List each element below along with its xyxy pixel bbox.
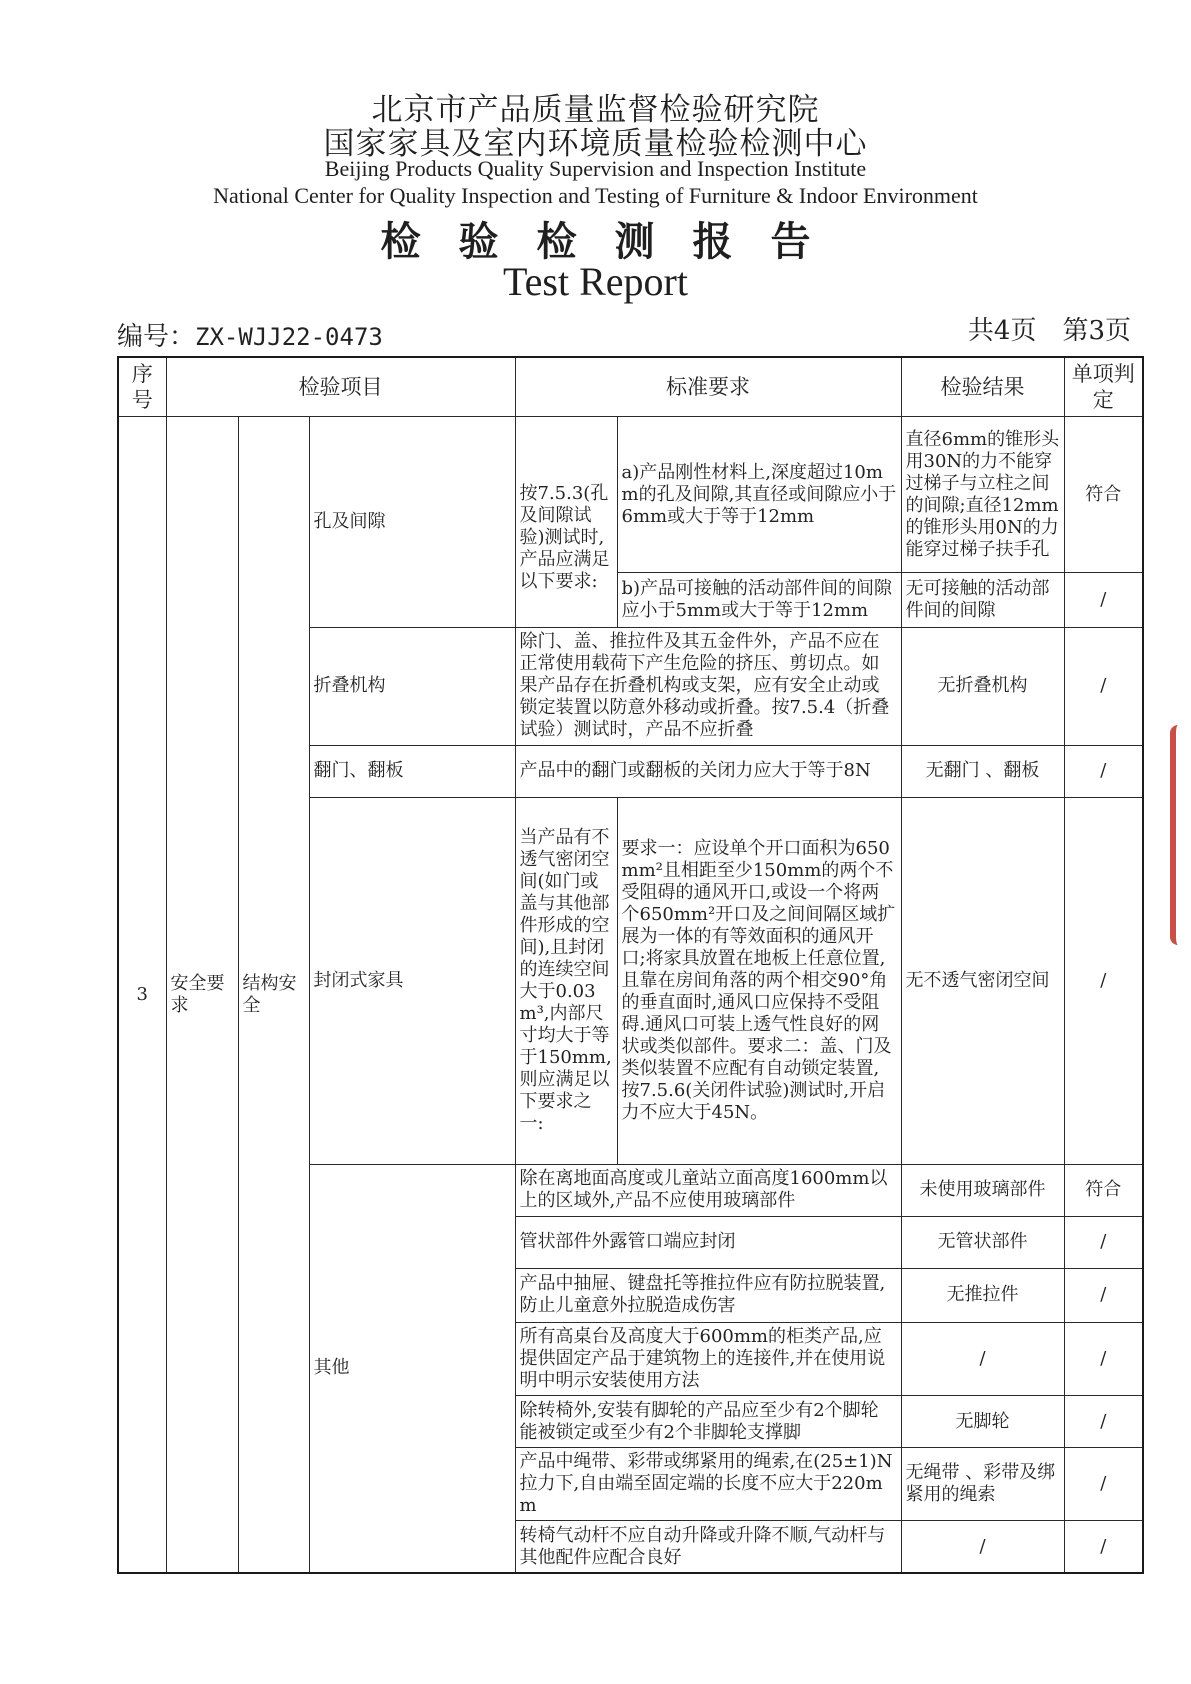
report-number-label: 编号： — [117, 322, 196, 352]
other-req: 管状部件外露管口端应封闭 — [515, 1216, 901, 1268]
enclosed-result: 无不透气密闭空间 — [901, 797, 1064, 1164]
other-verdict: / — [1064, 1521, 1143, 1573]
page-indicator: 共4页 第3页 — [967, 316, 1131, 346]
holes-result-b: 无可接触的活动部件间的间隙 — [901, 573, 1064, 627]
folding-req: 除门、盖、推拉件及其五金件外，产品不应在正常使用载荷下产生危险的挤压、剪切点。如果产品存在折叠机构或支架，应有安全止动或锁定装置以防意外移动或折叠。按7.5.4（折叠试验）测试时，产品不应折叠 — [515, 627, 901, 745]
flap-verdict: / — [1064, 745, 1143, 797]
other-req: 产品中绳带、彩带或绑紧用的绳索,在(25±1)N拉力下,自由端至固定端的长度不应大于220mm — [515, 1448, 901, 1521]
item-enclosed: 封闭式家具 — [309, 797, 515, 1164]
enclosed-req: 要求一：应设单个开口面积为650mm²且相距至少150mm的两个不受阻碍的通风开口,或设一个将两个650mm²开口及之间间隔区域扩展为一体的有等效面积的通风开口;将家具放置在地板上任意位置,且靠在房间角落的两个相交90°角的垂直面时,通风口应保持不受阻碍.通风口可装上透气性良好的网状或类似部件。要求二：盖、门及类似装置不应配有自动锁定装置,按7.5.6(关闭件试验)测试时,开启力不应大于45N。 — [617, 797, 901, 1164]
other-req: 除在离地面高度或儿童站立面高度1600mm以上的区域外,产品不应使用玻璃部件 — [515, 1164, 901, 1216]
header-item: 检验项目 — [166, 357, 515, 417]
report-title-en: Test Report — [503, 259, 688, 304]
item-other: 其他 — [309, 1164, 515, 1573]
folding-result: 无折叠机构 — [901, 627, 1064, 745]
holes-verdict-a: 符合 — [1064, 417, 1143, 573]
seq-cell: 3 — [118, 417, 166, 1573]
category-cell: 安全要求 — [166, 417, 238, 1573]
table-row — [118, 417, 1143, 573]
inspection-table — [117, 356, 1144, 1574]
other-verdict: 符合 — [1064, 1164, 1143, 1216]
holes-verdict-b: / — [1064, 573, 1143, 627]
subcategory-cell: 结构安全 — [238, 417, 309, 1573]
flap-req: 产品中的翻门或翻板的关闭力应大于等于8N — [515, 745, 901, 797]
item-flap: 翻门、翻板 — [309, 745, 515, 797]
report-title-cn: 检验检测报告 — [380, 218, 849, 265]
other-verdict: / — [1064, 1448, 1143, 1521]
other-req: 转椅气动杆不应自动升降或升降不顺,气动杆与其他配件应配合良好 — [515, 1521, 901, 1573]
report-number-value: ZX-WJJ22-0473 — [195, 323, 383, 351]
institute-name-en: Beijing Products Quality Supervision and Inspection Institute — [324, 156, 867, 181]
report-number — [117, 316, 383, 353]
folding-verdict: / — [1064, 627, 1143, 745]
seal-stamp-edge — [1170, 725, 1191, 945]
other-verdict: / — [1064, 1396, 1143, 1448]
other-result: 无绳带 、彩带及绑紧用的绳索 — [901, 1448, 1064, 1521]
item-holes: 孔及间隙 — [309, 417, 515, 627]
other-result: 无管状部件 — [901, 1216, 1064, 1268]
center-name-cn: 国家家具及室内环境质量检验检测中心 — [323, 126, 868, 162]
holes-req-b: b)产品可接触的活动部件间的间隙应小于5mm或大于等于12mm — [617, 573, 901, 627]
other-result: / — [901, 1521, 1064, 1573]
holes-intro: 按7.5.3(孔及间隙试验)测试时,产品应满足以下要求: — [515, 417, 617, 627]
other-verdict: / — [1064, 1322, 1143, 1395]
other-req: 除转椅外,安装有脚轮的产品应至少有2个脚轮能被锁定或至少有2个非脚轮支撑脚 — [515, 1396, 901, 1448]
enclosed-verdict: / — [1064, 797, 1143, 1164]
table-header-row — [118, 357, 1143, 417]
other-result: 未使用玻璃部件 — [901, 1164, 1064, 1216]
holes-result-a: 直径6mm的锥形头用30N的力不能穿过梯子与立柱之间的间隙;直径12mm的锥形头用0N的力能穿过梯子扶手孔 — [901, 417, 1064, 573]
other-result: / — [901, 1322, 1064, 1395]
other-result: 无推拉件 — [901, 1268, 1064, 1322]
header-result: 检验结果 — [901, 357, 1064, 417]
header-verdict: 单项判定 — [1064, 357, 1143, 417]
other-verdict: / — [1064, 1216, 1143, 1268]
header-seq: 序号 — [118, 357, 166, 417]
item-folding: 折叠机构 — [309, 627, 515, 745]
other-result: 无脚轮 — [901, 1396, 1064, 1448]
flap-result: 无翻门 、翻板 — [901, 745, 1064, 797]
enclosed-intro: 当产品有不透气密闭空间(如门或盖与其他部件形成的空间),且封闭的连续空间大于0.03m³,内部尺寸均大于等于150mm,则应满足以下要求之一: — [515, 797, 617, 1164]
center-name-en: National Center for Quality Inspection and Testing of Furniture & Indoor Environment — [213, 183, 978, 208]
other-req: 所有高桌台及高度大于600mm的柜类产品,应提供固定产品于建筑物上的连接件,并在使用说明中明示安装使用方法 — [515, 1322, 901, 1395]
other-verdict: / — [1064, 1268, 1143, 1322]
institute-name-cn: 北京市产品质量监督检验研究院 — [371, 92, 820, 128]
other-req: 产品中抽屉、键盘托等推拉件应有防拉脱装置,防止儿童意外拉脱造成伤害 — [515, 1268, 901, 1322]
header-requirement: 标准要求 — [515, 357, 901, 417]
holes-req-a: a)产品刚性材料上,深度超过10mm的孔及间隙,其直径或间隙应小于6mm或大于等于12mm — [617, 417, 901, 573]
